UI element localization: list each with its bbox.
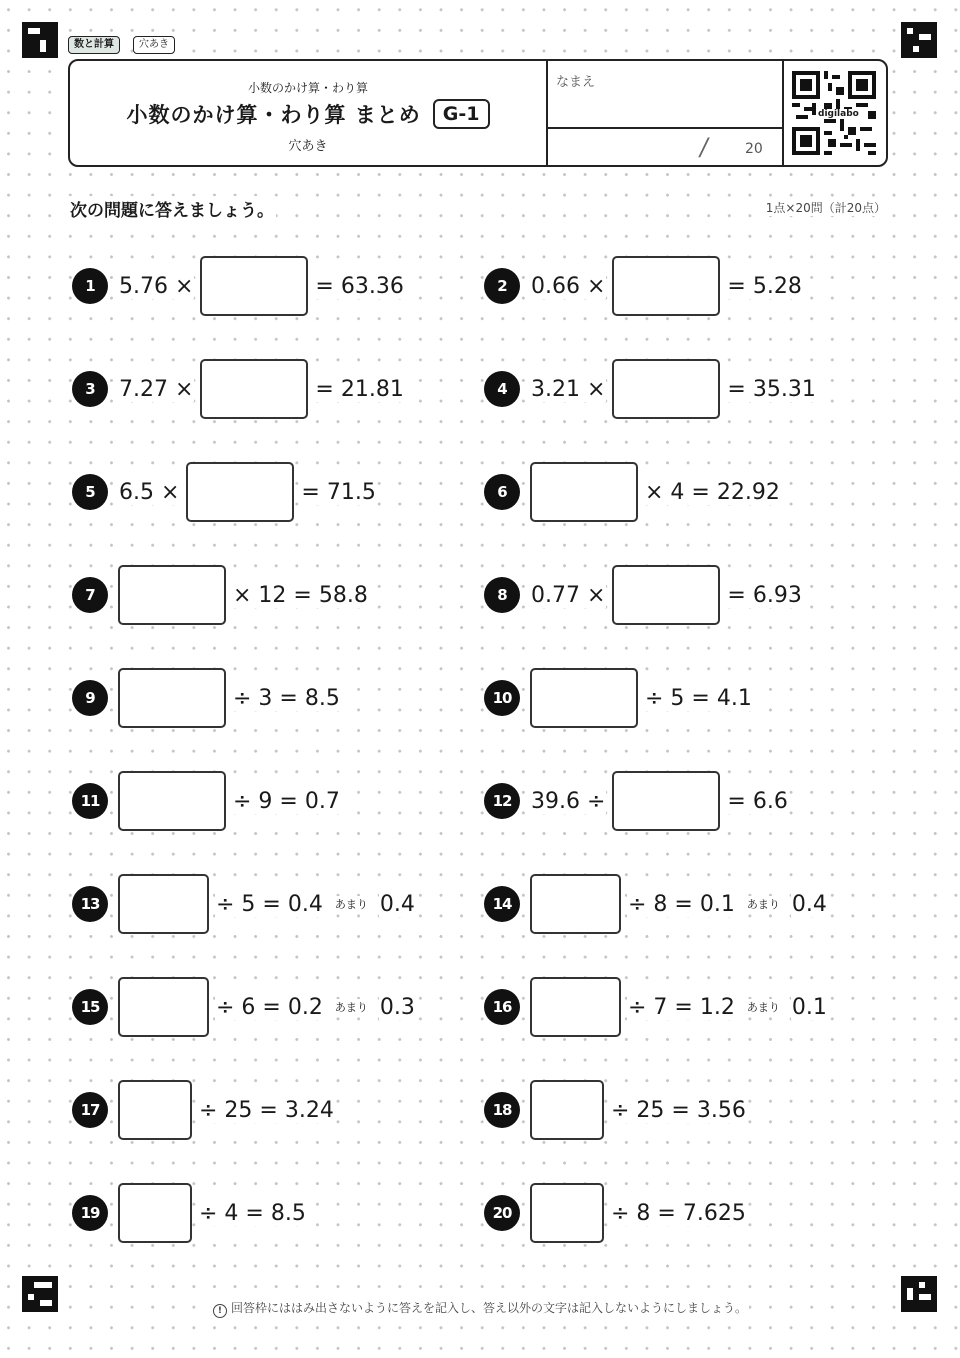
problem-number-badge: 20 [484, 1195, 520, 1231]
score-slash: / [697, 133, 711, 161]
expression-text: 5.76 × [119, 273, 194, 299]
answer-box[interactable] [118, 771, 226, 831]
answer-box[interactable] [530, 977, 621, 1037]
remainder-label: あまり [334, 898, 368, 911]
type-tag: 穴あき [133, 36, 175, 54]
problem-15 [72, 976, 416, 1038]
expression-text: = 35.31 [727, 376, 816, 402]
worksheet-kind: 穴あき [288, 139, 328, 154]
problem-number-badge: 14 [484, 886, 520, 922]
problem-number-badge: 12 [484, 783, 520, 819]
answer-box[interactable] [530, 668, 638, 728]
answer-box[interactable] [200, 359, 308, 419]
expression-text: = 6.93 [727, 582, 802, 608]
answer-box[interactable] [118, 874, 209, 934]
problem-7 [72, 564, 369, 626]
expression-text: = 21.81 [315, 376, 404, 402]
expression-text: 0.77 × [531, 582, 606, 608]
expression-text: = 63.36 [315, 273, 404, 299]
remainder-label: あまり [746, 1001, 780, 1014]
answer-box[interactable] [612, 771, 720, 831]
problem-number-badge: 2 [484, 268, 520, 304]
problem-14 [484, 873, 828, 935]
points-note: 1点×20問（計20点） [765, 201, 886, 215]
answer-box[interactable] [118, 668, 226, 728]
problem-8 [484, 564, 803, 626]
problem-number-badge: 5 [72, 474, 108, 510]
problem-number-badge: 13 [72, 886, 108, 922]
name-field[interactable] [548, 61, 782, 125]
title-block [70, 61, 546, 165]
expression-text: = 5.28 [727, 273, 802, 299]
remainder-label: あまり [746, 898, 780, 911]
problem-19 [72, 1182, 307, 1244]
expression-text: 3.21 × [531, 376, 606, 402]
expression-text: ÷ 5 = 4.1 [645, 685, 752, 711]
problem-2 [484, 255, 803, 317]
problem-number-badge: 7 [72, 577, 108, 613]
problem-number-badge: 9 [72, 680, 108, 716]
header-divider [782, 61, 784, 165]
problem-1 [72, 255, 405, 317]
footer-text: 回答枠にははみ出さないように答えを記入し、答え以外の文字は記入しないようにしましょう。 [230, 1301, 747, 1315]
problem-number-badge: 16 [484, 989, 520, 1025]
problem-5 [72, 461, 377, 523]
problem-number-badge: 4 [484, 371, 520, 407]
worksheet-subtitle: 小数のかけ算・わり算 [247, 81, 368, 95]
expression-text: ÷ 8 = 7.625 [611, 1200, 746, 1226]
expression-text: ÷ 7 = 1.2 [628, 994, 735, 1020]
score-field[interactable] [548, 129, 782, 165]
answer-box[interactable] [612, 359, 720, 419]
expression-text: ÷ 25 = 3.56 [611, 1097, 746, 1123]
expression-text: ÷ 25 = 3.24 [199, 1097, 334, 1123]
answer-box[interactable] [118, 1183, 192, 1243]
problem-11 [72, 770, 341, 832]
answer-box[interactable] [200, 256, 308, 316]
expression-text: ÷ 3 = 8.5 [233, 685, 340, 711]
expression-text: ÷ 6 = 0.2 [216, 994, 323, 1020]
answer-box[interactable] [118, 1080, 192, 1140]
problem-number-badge: 1 [72, 268, 108, 304]
category-tag: 数と計算 [68, 36, 120, 54]
problem-number-badge: 3 [72, 371, 108, 407]
problem-number-badge: 6 [484, 474, 520, 510]
expression-text: ÷ 9 = 0.7 [233, 788, 340, 814]
expression-text: ÷ 4 = 8.5 [199, 1200, 306, 1226]
problem-4 [484, 358, 817, 420]
problem-number-badge: 11 [72, 783, 108, 819]
answer-box[interactable] [530, 462, 638, 522]
expression-text: 0.66 × [531, 273, 606, 299]
answer-box[interactable] [118, 977, 209, 1037]
problem-13 [72, 873, 416, 935]
problem-3 [72, 358, 405, 420]
answer-box[interactable] [530, 1080, 604, 1140]
problem-9 [72, 667, 341, 729]
problem-20 [484, 1182, 747, 1244]
problem-number-badge: 10 [484, 680, 520, 716]
qr-brand-label: digilabo [818, 109, 859, 119]
name-label: なまえ [556, 75, 596, 90]
expression-text: 0.4 [791, 891, 827, 917]
problem-10 [484, 667, 753, 729]
problem-number-badge: 15 [72, 989, 108, 1025]
answer-box[interactable] [530, 874, 621, 934]
problem-17 [72, 1079, 335, 1141]
remainder-label: あまり [334, 1001, 368, 1014]
expression-text: 7.27 × [119, 376, 194, 402]
problem-6 [484, 461, 781, 523]
expression-text: = 6.6 [727, 788, 788, 814]
answer-box[interactable] [530, 1183, 604, 1243]
problem-number-badge: 17 [72, 1092, 108, 1128]
problem-12 [484, 770, 789, 832]
answer-box[interactable] [612, 565, 720, 625]
answer-box[interactable] [118, 565, 226, 625]
answer-box[interactable] [612, 256, 720, 316]
expression-text: ÷ 8 = 0.1 [628, 891, 735, 917]
expression-text: 0.3 [379, 994, 415, 1020]
instruction-text: 次の問題に答えましょう。 [68, 196, 276, 221]
expression-text: = 71.5 [301, 479, 376, 505]
expression-text: 0.4 [379, 891, 415, 917]
answer-box[interactable] [186, 462, 294, 522]
info-icon: ! [213, 1304, 227, 1318]
problem-number-badge: 18 [484, 1092, 520, 1128]
score-total: 20 [745, 141, 763, 157]
expression-text: ÷ 5 = 0.4 [216, 891, 323, 917]
worksheet-title: 小数のかけ算・わり算 まとめ [126, 103, 421, 127]
problem-number-badge: 19 [72, 1195, 108, 1231]
problem-18 [484, 1079, 747, 1141]
worksheet-header [68, 59, 888, 167]
expression-text: × 4 = 22.92 [645, 479, 780, 505]
problem-16 [484, 976, 828, 1038]
problem-number-badge: 8 [484, 577, 520, 613]
corner-marker-top-right [901, 22, 937, 58]
corner-marker-top-left [22, 22, 58, 58]
expression-text: 39.6 ÷ [531, 788, 606, 814]
expression-text: 0.1 [791, 994, 827, 1020]
level-badge: G-1 [433, 99, 490, 129]
expression-text: 6.5 × [119, 479, 180, 505]
footer-note [0, 1299, 960, 1318]
expression-text: × 12 = 58.8 [233, 582, 368, 608]
